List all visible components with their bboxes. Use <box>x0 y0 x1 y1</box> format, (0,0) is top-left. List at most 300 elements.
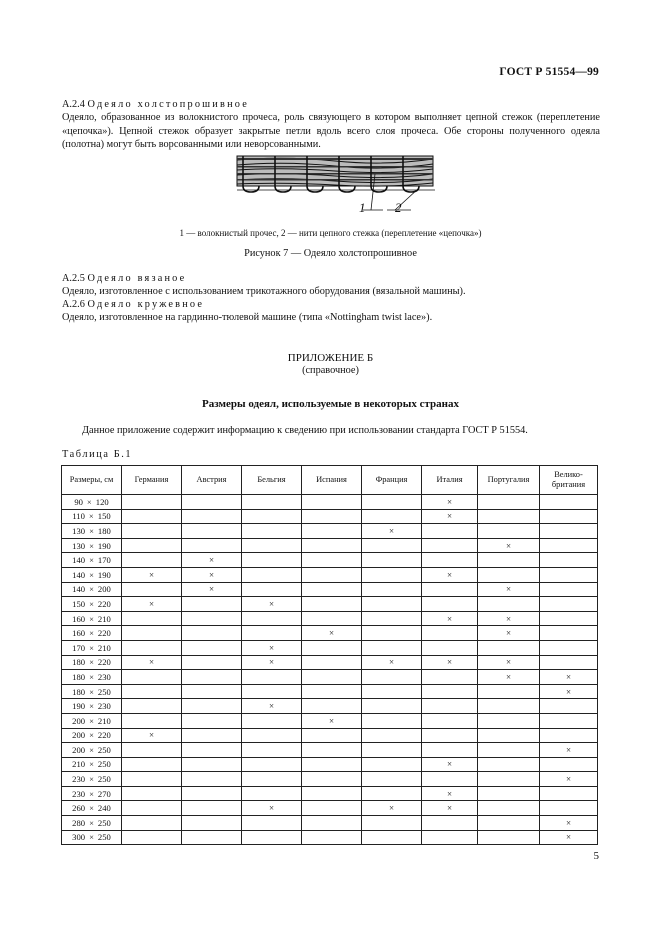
country-cell <box>422 524 478 539</box>
size-available-mark: × <box>565 774 572 785</box>
section-a25-heading <box>62 272 600 285</box>
table-header-row <box>62 466 598 495</box>
country-cell <box>302 684 362 699</box>
country-cell <box>122 567 182 582</box>
size-width: 140 <box>72 584 86 595</box>
country-cell <box>478 670 540 685</box>
country-cell <box>242 567 302 582</box>
country-cell <box>182 699 242 714</box>
section-a26-heading <box>62 298 600 311</box>
country-cell <box>362 757 422 772</box>
country-cell <box>422 640 478 655</box>
country-cell <box>242 713 302 728</box>
country-cell <box>362 655 422 670</box>
country-cell <box>362 713 422 728</box>
country-cell <box>302 582 362 597</box>
size-available-mark: × <box>268 657 275 668</box>
country-cell <box>422 509 478 524</box>
country-cell <box>182 713 242 728</box>
country-cell <box>242 524 302 539</box>
table-row <box>62 655 598 670</box>
country-cell <box>302 640 362 655</box>
size-cell <box>62 626 122 641</box>
country-cell <box>540 626 598 641</box>
size-separator: × <box>89 569 94 580</box>
country-cell <box>242 786 302 801</box>
country-cell <box>122 830 182 845</box>
country-cell <box>478 786 540 801</box>
size-cell <box>62 582 122 597</box>
country-cell <box>182 728 242 743</box>
country-cell <box>540 553 598 568</box>
country-cell <box>478 524 540 539</box>
country-cell <box>302 801 362 816</box>
country-cell <box>422 538 478 553</box>
size-available-mark: × <box>505 657 512 668</box>
size-separator: × <box>89 774 94 785</box>
appendix-subtitle: (справочное) <box>302 365 359 376</box>
size-width: 190 <box>72 701 86 712</box>
size-available-mark: × <box>446 496 453 507</box>
country-cell <box>478 640 540 655</box>
country-cell <box>122 597 182 612</box>
size-cell <box>62 772 122 787</box>
column-header: Италия <box>422 466 478 495</box>
country-cell <box>122 743 182 758</box>
table-row <box>62 509 598 524</box>
country-cell <box>242 538 302 553</box>
size-separator: × <box>89 759 94 770</box>
country-cell <box>478 830 540 845</box>
section-a24-heading <box>62 98 600 111</box>
size-height: 230 <box>97 671 111 682</box>
country-cell <box>242 830 302 845</box>
country-cell <box>302 772 362 787</box>
figure-7-legend: 1 — волокнистый прочес, 2 — нити цепного стежка (переплетение «цепочка») <box>179 228 482 238</box>
country-cell <box>182 640 242 655</box>
section-a25-number: А.2.5 <box>62 273 85 284</box>
table-row <box>62 553 598 568</box>
size-available-mark: × <box>505 628 512 639</box>
size-available-mark: × <box>208 584 215 595</box>
country-cell <box>302 553 362 568</box>
country-cell <box>540 538 598 553</box>
country-cell <box>242 772 302 787</box>
size-height: 220 <box>97 628 111 639</box>
country-cell <box>182 626 242 641</box>
size-cell <box>62 830 122 845</box>
country-cell <box>422 684 478 699</box>
country-cell <box>122 684 182 699</box>
column-header: Германия <box>122 466 182 495</box>
table-row <box>62 567 598 582</box>
country-cell <box>362 699 422 714</box>
country-cell <box>362 670 422 685</box>
table-row <box>62 538 598 553</box>
size-available-mark: × <box>446 613 453 624</box>
size-separator: × <box>88 511 94 522</box>
country-cell <box>478 728 540 743</box>
size-separator: × <box>89 671 94 682</box>
country-cell <box>122 786 182 801</box>
country-cell <box>242 509 302 524</box>
country-cell <box>478 801 540 816</box>
country-cell <box>540 567 598 582</box>
size-width: 300 <box>72 832 86 843</box>
size-height: 240 <box>97 803 111 814</box>
table-row <box>62 801 598 816</box>
country-cell <box>540 640 598 655</box>
size-separator: × <box>89 788 94 799</box>
size-width: 280 <box>72 817 86 828</box>
size-separator: × <box>89 555 94 566</box>
size-available-mark: × <box>208 569 215 580</box>
table-row <box>62 597 598 612</box>
size-height: 210 <box>97 613 111 624</box>
country-cell <box>422 495 478 510</box>
country-cell <box>302 728 362 743</box>
country-cell <box>182 611 242 626</box>
size-width: 150 <box>72 598 86 609</box>
size-separator: × <box>89 598 94 609</box>
country-cell <box>302 743 362 758</box>
size-separator: × <box>89 657 94 668</box>
country-cell <box>362 830 422 845</box>
country-cell <box>422 816 478 831</box>
table-row <box>62 772 598 787</box>
size-cell <box>62 713 122 728</box>
size-separator: × <box>89 730 94 741</box>
section-a24 <box>62 98 600 152</box>
table-row <box>62 816 598 831</box>
country-cell <box>122 655 182 670</box>
country-cell <box>122 582 182 597</box>
size-width: 180 <box>72 657 86 668</box>
size-available-mark: × <box>388 803 395 814</box>
size-cell <box>62 670 122 685</box>
country-cell <box>302 786 362 801</box>
country-cell <box>540 830 598 845</box>
country-cell <box>540 509 598 524</box>
country-cell <box>540 582 598 597</box>
country-cell <box>422 713 478 728</box>
country-cell <box>540 670 598 685</box>
table-row <box>62 786 598 801</box>
appendix-heading: Размеры одеял, используемые в некоторых странах <box>202 398 459 410</box>
country-cell <box>422 611 478 626</box>
size-width: 200 <box>72 730 86 741</box>
size-cell <box>62 567 122 582</box>
country-cell <box>182 670 242 685</box>
section-a25-text: Одеяло, изготовленное с использованием трикотажного оборудования (вязальной машины). <box>62 286 466 298</box>
country-cell <box>242 816 302 831</box>
column-header: Португалия <box>478 466 540 495</box>
country-cell <box>242 611 302 626</box>
size-available-mark: × <box>565 817 572 828</box>
size-available-mark: × <box>148 657 155 668</box>
country-cell <box>540 684 598 699</box>
section-a26 <box>62 298 600 325</box>
country-cell <box>122 524 182 539</box>
size-cell <box>62 801 122 816</box>
country-cell <box>182 509 242 524</box>
country-cell <box>540 743 598 758</box>
size-width: 200 <box>72 715 86 726</box>
section-a26-number: А.2.6 <box>62 299 85 310</box>
country-cell <box>362 684 422 699</box>
country-cell <box>362 640 422 655</box>
country-cell <box>362 728 422 743</box>
size-separator: × <box>89 642 94 653</box>
country-cell <box>302 757 362 772</box>
country-cell <box>302 626 362 641</box>
country-cell <box>302 816 362 831</box>
country-cell <box>540 495 598 510</box>
size-available-mark: × <box>446 511 453 522</box>
size-available-mark: × <box>148 730 155 741</box>
country-cell <box>122 495 182 510</box>
country-cell <box>302 713 362 728</box>
size-width: 180 <box>72 686 86 697</box>
country-cell <box>422 786 478 801</box>
size-cell <box>62 743 122 758</box>
country-cell <box>478 567 540 582</box>
country-cell <box>302 699 362 714</box>
page-number: 5 <box>593 850 599 862</box>
country-cell <box>362 743 422 758</box>
size-cell <box>62 509 122 524</box>
size-separator: × <box>89 525 94 536</box>
table-row <box>62 757 598 772</box>
size-cell <box>62 538 122 553</box>
size-width: 170 <box>72 642 86 653</box>
country-cell <box>422 772 478 787</box>
column-header: Размеры, см <box>62 466 122 495</box>
country-cell <box>540 597 598 612</box>
country-cell <box>422 553 478 568</box>
country-cell <box>478 495 540 510</box>
size-width: 90 <box>74 496 83 507</box>
table-row <box>62 640 598 655</box>
size-width: 110 <box>72 511 85 522</box>
country-cell <box>182 567 242 582</box>
document-header: ГОСТ Р 51554—99 <box>499 66 599 78</box>
country-cell <box>242 582 302 597</box>
size-width: 230 <box>72 788 86 799</box>
country-cell <box>302 495 362 510</box>
size-cell <box>62 757 122 772</box>
country-cell <box>422 757 478 772</box>
country-cell <box>478 611 540 626</box>
size-available-mark: × <box>388 525 395 536</box>
table-row <box>62 699 598 714</box>
country-cell <box>242 655 302 670</box>
column-header: Испания <box>302 466 362 495</box>
size-available-mark: × <box>268 803 275 814</box>
country-cell <box>422 670 478 685</box>
size-available-mark: × <box>148 569 155 580</box>
country-cell <box>302 524 362 539</box>
size-available-mark: × <box>565 686 572 697</box>
country-cell <box>478 509 540 524</box>
country-cell <box>182 495 242 510</box>
country-cell <box>540 699 598 714</box>
country-cell <box>122 626 182 641</box>
size-cell <box>62 728 122 743</box>
country-cell <box>478 626 540 641</box>
size-separator: × <box>89 832 94 843</box>
size-separator: × <box>89 817 94 828</box>
table-row <box>62 670 598 685</box>
country-cell <box>122 801 182 816</box>
size-width: 130 <box>72 525 86 536</box>
country-cell <box>182 786 242 801</box>
section-a24-text: Одеяло, образованное из волокнистого прочеса, роль связующего в котором выполняет цепной стежок (переплетение «цепочка»). Цепной стежок образует закрытые петли вдоль всего слоя прочеса. Обе стороны полученного одеяла (полотна) могут быть ворсованными или неворсованными. <box>62 112 600 151</box>
country-cell <box>182 582 242 597</box>
country-cell <box>182 816 242 831</box>
country-cell <box>242 757 302 772</box>
size-available-mark: × <box>328 628 335 639</box>
country-cell <box>122 713 182 728</box>
country-cell <box>302 567 362 582</box>
size-available-mark: × <box>446 788 453 799</box>
size-width: 200 <box>72 744 86 755</box>
country-cell <box>362 567 422 582</box>
country-cell <box>122 553 182 568</box>
size-cell <box>62 597 122 612</box>
country-cell <box>478 743 540 758</box>
size-cell <box>62 495 122 510</box>
country-cell <box>422 801 478 816</box>
size-height: 270 <box>97 788 111 799</box>
country-cell <box>302 538 362 553</box>
size-height: 250 <box>97 759 111 770</box>
country-cell <box>540 728 598 743</box>
country-cell <box>362 495 422 510</box>
size-cell <box>62 655 122 670</box>
size-separator: × <box>89 803 94 814</box>
quilted-blanket-illustration <box>235 152 445 222</box>
country-cell <box>478 684 540 699</box>
country-cell <box>362 611 422 626</box>
country-cell <box>422 699 478 714</box>
size-separator: × <box>89 613 94 624</box>
size-available-mark: × <box>148 598 155 609</box>
country-cell <box>540 611 598 626</box>
column-header: Австрия <box>182 466 242 495</box>
size-height: 230 <box>97 701 111 712</box>
country-cell <box>540 757 598 772</box>
section-a24-title: Одеяло холстопрошивное <box>87 99 250 110</box>
country-cell <box>478 713 540 728</box>
figure-7-caption: Рисунок 7 — Одеяло холстопрошивное <box>244 248 417 259</box>
size-height: 220 <box>97 598 111 609</box>
country-cell <box>478 816 540 831</box>
country-cell <box>422 830 478 845</box>
country-cell <box>540 713 598 728</box>
country-cell <box>302 597 362 612</box>
size-width: 140 <box>72 569 86 580</box>
table-row <box>62 830 598 845</box>
country-cell <box>540 816 598 831</box>
size-width: 210 <box>72 759 86 770</box>
country-cell <box>362 524 422 539</box>
size-height: 250 <box>97 817 111 828</box>
country-cell <box>182 538 242 553</box>
country-cell <box>478 655 540 670</box>
country-cell <box>242 801 302 816</box>
country-cell <box>540 801 598 816</box>
size-cell <box>62 640 122 655</box>
country-cell <box>182 830 242 845</box>
country-cell <box>362 801 422 816</box>
size-cell <box>62 786 122 801</box>
country-cell <box>362 509 422 524</box>
country-cell <box>122 816 182 831</box>
size-width: 230 <box>72 774 86 785</box>
size-separator: × <box>89 584 94 595</box>
table-row <box>62 495 598 510</box>
column-header: Франция <box>362 466 422 495</box>
country-cell <box>242 670 302 685</box>
appendix-intro: Данное приложение содержит информацию к сведению при использовании стандарта ГОСТ Р 51554. <box>82 425 528 436</box>
size-separator: × <box>89 686 94 697</box>
country-cell <box>242 495 302 510</box>
size-height: 250 <box>97 744 111 755</box>
column-header: Велико-британия <box>540 466 598 495</box>
country-cell <box>242 553 302 568</box>
country-cell <box>182 597 242 612</box>
size-height: 250 <box>97 774 111 785</box>
size-height: 170 <box>97 555 111 566</box>
table-row <box>62 582 598 597</box>
size-available-mark: × <box>446 759 453 770</box>
column-header: Бельгия <box>242 466 302 495</box>
table-row <box>62 684 598 699</box>
size-separator: × <box>89 701 94 712</box>
country-cell <box>122 728 182 743</box>
table-row <box>62 713 598 728</box>
size-width: 180 <box>72 671 86 682</box>
country-cell <box>422 567 478 582</box>
size-cell <box>62 553 122 568</box>
size-available-mark: × <box>565 832 572 843</box>
sizes-table <box>61 465 598 845</box>
country-cell <box>182 655 242 670</box>
country-cell <box>422 728 478 743</box>
appendix-title: ПРИЛОЖЕНИЕ Б <box>287 352 374 364</box>
size-available-mark: × <box>565 671 572 682</box>
country-cell <box>302 830 362 845</box>
size-available-mark: × <box>505 671 512 682</box>
country-cell <box>478 597 540 612</box>
size-available-mark: × <box>446 569 453 580</box>
size-height: 220 <box>97 730 111 741</box>
size-cell <box>62 699 122 714</box>
size-available-mark: × <box>388 657 395 668</box>
size-available-mark: × <box>505 613 512 624</box>
size-height: 120 <box>95 496 109 507</box>
figure-7-drawing <box>235 152 445 227</box>
size-height: 150 <box>97 511 111 522</box>
size-width: 160 <box>72 628 86 639</box>
country-cell <box>362 786 422 801</box>
size-height: 220 <box>97 657 111 668</box>
size-height: 190 <box>97 540 111 551</box>
size-cell <box>62 524 122 539</box>
country-cell <box>302 670 362 685</box>
country-cell <box>122 670 182 685</box>
